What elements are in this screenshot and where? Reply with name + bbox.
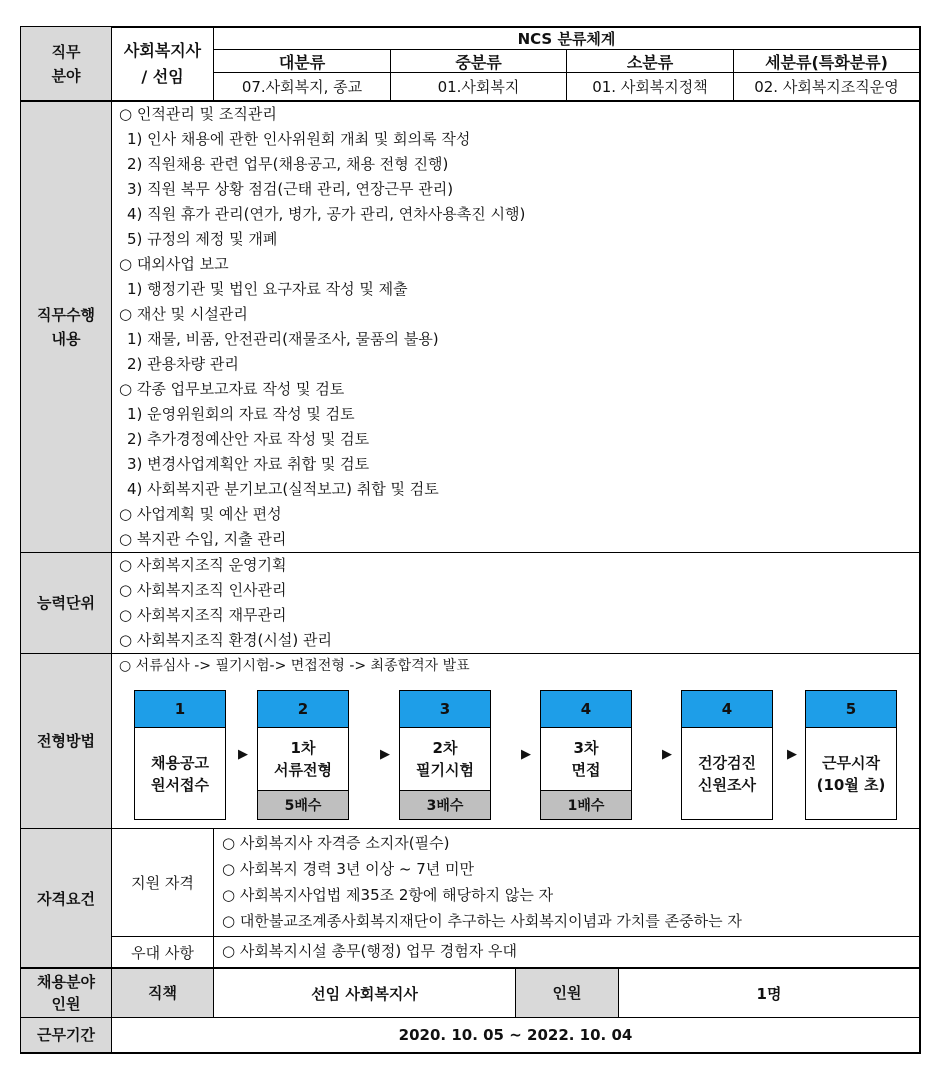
step-line1: 2차 <box>432 739 458 757</box>
ncs-col-minor <box>567 50 733 72</box>
step-body <box>806 728 896 820</box>
duty-line: 1) 인사 채용에 관한 인사위원회 개최 및 회의록 작성 <box>127 130 471 148</box>
position-label: 직책 <box>148 984 177 1002</box>
step-line1: 1차 <box>290 739 316 757</box>
duty-line: ○ 재산 및 시설관리 <box>119 305 248 323</box>
pref-line: ○ 사회복지시설 총무(행정) 업무 경험자 우대 <box>222 942 517 960</box>
competency-line: ○ 사회복지조직 환경(시설) 관리 <box>119 631 332 649</box>
step-number: 2 <box>258 691 348 728</box>
duty-line: 2) 관용차량 관리 <box>127 355 239 373</box>
step-line1: 3차 <box>573 739 599 757</box>
apply-label-cell <box>112 829 213 935</box>
field-label-cell <box>21 27 111 100</box>
step-number: 4 <box>682 691 772 728</box>
step-line1: 근무시작 <box>822 754 880 772</box>
duty-line: 4) 사회복지관 분기보고(실적보고) 취합 및 검토 <box>127 480 439 498</box>
ncs-divider-2 <box>566 50 567 100</box>
selection-label: 전형방법 <box>37 732 95 750</box>
apply-list <box>222 830 742 934</box>
position-label-cell <box>112 969 213 1017</box>
apply-line: ○ 대한불교조계종사회복지재단이 추구하는 사회복지이념과 가치를 존중하는 자 <box>222 912 742 930</box>
duties-label: 직무수행 내용 <box>37 306 95 348</box>
qualification-label: 자격요건 <box>37 889 95 908</box>
job-title-cell <box>112 27 213 100</box>
duty-line: 1) 행정기관 및 법인 요구자료 작성 및 제출 <box>127 280 408 298</box>
step-line2: 필기시험 <box>416 761 474 779</box>
duty-line: ○ 복지관 수입, 지출 관리 <box>119 530 287 548</box>
step-number: 4 <box>541 691 631 728</box>
step-number: 3 <box>400 691 490 728</box>
hiring-label: 채용분야 인원 <box>37 973 95 1013</box>
selection-step-6 <box>805 690 897 820</box>
step-body <box>400 728 490 790</box>
step-line1: 채용공고 <box>151 754 209 772</box>
ncs-col-detail-text: 세분류(특화분류) <box>765 52 888 72</box>
selection-summary: ○ 서류심사 -> 필기시험-> 면접전형 -> 최종합격자 발표 <box>119 658 470 674</box>
position-value: 선임 사회복지사 <box>311 984 418 1003</box>
step-ratio: 5배수 <box>258 790 348 819</box>
step-arrow-icon: ▶ <box>238 747 248 762</box>
pref-label: 우대 사항 <box>131 943 194 962</box>
step-number: 1 <box>135 691 225 728</box>
duty-line: 1) 재물, 비품, 안전관리(재물조사, 물품의 불용) <box>127 330 439 348</box>
count-value: 1명 <box>756 984 782 1003</box>
step-ratio: 1배수 <box>541 790 631 819</box>
selection-step-3 <box>399 690 491 820</box>
duty-line: ○ 인적관리 및 조직관리 <box>119 105 277 123</box>
duties-list <box>119 102 525 552</box>
duty-line: 3) 직원 복무 상황 점검(근태 관리, 연장근무 관리) <box>127 180 454 198</box>
step-body <box>541 728 631 790</box>
duty-line: 2) 직원채용 관련 업무(채용공고, 채용 전형 진행) <box>127 155 449 173</box>
selection-step-2 <box>257 690 349 820</box>
duty-line: ○ 각종 업무보고자료 작성 및 검토 <box>119 380 345 398</box>
step-line2: (10월 초) <box>816 776 886 794</box>
step-arrow-icon: ▶ <box>380 747 390 762</box>
ncs-divider-3 <box>733 50 734 100</box>
ncs-col-middle-text: 중분류 <box>455 52 502 72</box>
duty-line: 2) 추가경정예산안 자료 작성 및 검토 <box>127 430 370 448</box>
job-title: 사회복지사 / 선임 <box>123 40 202 86</box>
duty-line: 4) 직원 휴가 관리(연가, 병가, 공가 관리, 연차사용촉진 시행) <box>127 205 526 223</box>
pref-label-cell <box>112 937 213 967</box>
ncs-val-detail-text: 02. 사회복지조직운영 <box>754 78 899 96</box>
apply-line: ○ 사회복지사업법 제35조 2항에 해당하지 않는 자 <box>222 886 554 904</box>
apply-line: ○ 사회복지사 자격증 소지자(필수) <box>222 834 450 852</box>
duty-line: ○ 대외사업 보고 <box>119 255 229 273</box>
selection-step-5 <box>681 690 773 820</box>
step-number: 5 <box>806 691 896 728</box>
period-value: 2020. 10. 05 ~ 2022. 10. 04 <box>398 1026 633 1044</box>
apply-label: 지원 자격 <box>131 873 194 892</box>
selection-step-4 <box>540 690 632 820</box>
ncs-val-middle-text: 01.사회복지 <box>437 78 520 96</box>
qualification-divider <box>213 829 214 967</box>
count-value-cell <box>619 969 919 1017</box>
duty-line: 5) 규정의 제정 및 개폐 <box>127 230 278 248</box>
ncs-val-middle <box>391 73 566 100</box>
hiring-label-cell <box>21 969 111 1017</box>
step-line2: 원서접수 <box>151 776 209 794</box>
step-body <box>682 728 772 820</box>
period-label-cell <box>21 1018 111 1052</box>
step-arrow-icon: ▶ <box>662 747 672 762</box>
ncs-col-major <box>214 50 390 72</box>
ncs-divider-1 <box>390 50 391 100</box>
count-label: 인원 <box>552 984 582 1002</box>
step-body <box>135 728 225 820</box>
duty-line: 1) 운영위원회의 자료 작성 및 검토 <box>127 405 355 423</box>
ncs-col-middle <box>391 50 566 72</box>
period-label: 근무기간 <box>37 1026 95 1044</box>
ncs-val-minor <box>567 73 733 100</box>
duties-label-cell <box>21 102 111 552</box>
field-label: 직무 분야 <box>51 42 81 85</box>
ncs-val-major-text: 07.사회복지, 종교 <box>241 78 363 96</box>
step-line2: 서류전형 <box>274 761 332 779</box>
hiring-divider-2 <box>515 968 516 1017</box>
qualification-inner-sep <box>112 936 919 937</box>
competency-list <box>119 553 332 653</box>
duty-line: ○ 사업계획 및 예산 편성 <box>119 505 282 523</box>
apply-line: ○ 사회복지 경력 3년 이상 ~ 7년 미만 <box>222 860 475 878</box>
competency-line: ○ 사회복지조직 인사관리 <box>119 581 287 599</box>
step-arrow-icon: ▶ <box>521 747 531 762</box>
ncs-title <box>214 27 919 49</box>
count-label-cell <box>516 969 618 1017</box>
step-arrow-icon: ▶ <box>787 747 797 762</box>
competency-line: ○ 사회복지조직 운영기획 <box>119 556 287 574</box>
ncs-val-detail <box>734 73 919 100</box>
ncs-title-text: NCS 분류체계 <box>517 29 616 48</box>
step-line2: 신원조사 <box>698 776 756 794</box>
ncs-col-major-text: 대분류 <box>278 52 326 72</box>
ncs-val-minor-text: 01. 사회복지정책 <box>592 78 708 96</box>
ncs-col-detail <box>734 50 919 72</box>
selection-label-cell <box>21 654 111 828</box>
step-line1: 건강검진 <box>698 754 756 772</box>
duty-line: 3) 변경사업계획안 자료 취합 및 검토 <box>127 455 370 473</box>
selection-step-1 <box>134 690 226 820</box>
step-line2: 면접 <box>571 761 601 779</box>
ncs-col-minor-text: 소분류 <box>626 52 674 72</box>
qualification-label-cell <box>21 829 111 968</box>
step-body <box>258 728 348 790</box>
competency-label-cell <box>21 553 111 653</box>
position-value-cell <box>214 969 515 1017</box>
step-ratio: 3배수 <box>400 790 490 819</box>
competency-line: ○ 사회복지조직 재무관리 <box>119 606 287 624</box>
competency-label: 능력단위 <box>37 594 95 612</box>
ncs-val-major <box>214 73 390 100</box>
period-value-cell <box>112 1018 919 1052</box>
